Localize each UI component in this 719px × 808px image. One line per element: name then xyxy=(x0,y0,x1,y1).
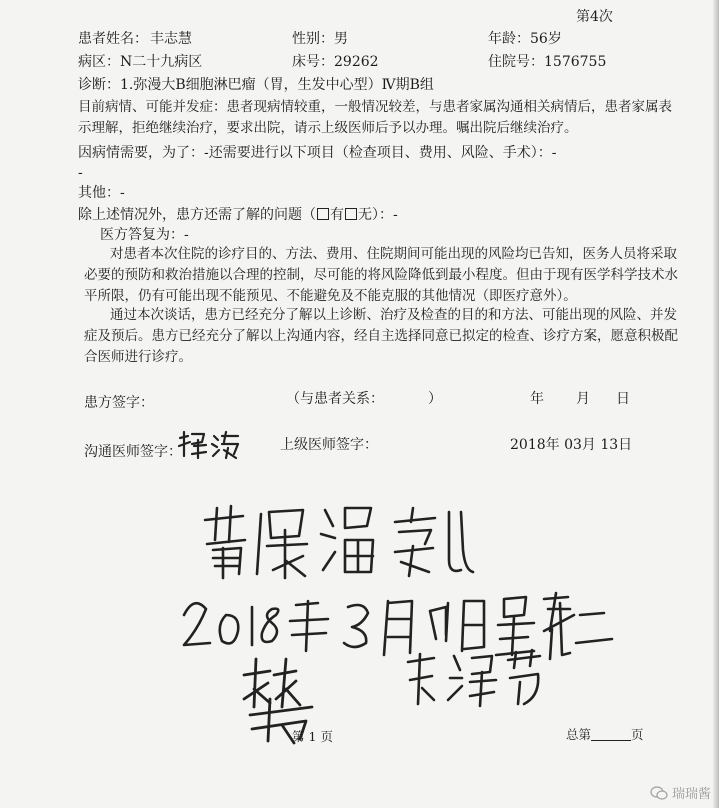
sex-value: 男 xyxy=(334,31,348,47)
question-no: 无 xyxy=(358,207,372,223)
page-no: 1 xyxy=(308,729,317,744)
reply-text: 医方答复为：- xyxy=(100,227,189,243)
doctor-signature xyxy=(176,428,242,462)
patient-name: 丰志慧 xyxy=(150,31,192,47)
total-suffix: 页 xyxy=(631,727,644,742)
admission-label: 住院号： xyxy=(488,54,544,70)
handwriting-reserve-opinion xyxy=(195,500,475,580)
handwriting-signature-right xyxy=(400,648,550,710)
bed-value: 29262 xyxy=(334,54,379,70)
watermark-text: 瑞瑞酱 xyxy=(671,787,711,802)
checkbox-yes xyxy=(317,208,329,220)
question-line xyxy=(78,206,398,224)
relation-close: ） xyxy=(428,391,442,407)
year-label: 年 xyxy=(530,391,544,407)
other-text: 其他：- xyxy=(78,185,125,201)
total-prefix: 总第 xyxy=(566,727,592,742)
patient-name-label: 患者姓名： xyxy=(78,31,148,47)
page-prefix: 第 xyxy=(292,729,305,744)
sex-label: 性别： xyxy=(292,31,334,47)
watermark xyxy=(650,783,711,802)
handwriting-date-line xyxy=(178,585,618,665)
needs-text: 因病情需要，为了：-还需要进行以下项目（检查项目、费用、风险、手术）：- xyxy=(78,145,557,161)
page-suffix: 页 xyxy=(320,729,333,744)
question-suffix: ）：- xyxy=(372,207,398,223)
admission-value: 1576755 xyxy=(544,54,607,70)
bed-label: 床号： xyxy=(292,54,334,70)
page-edge-shadow xyxy=(713,0,719,808)
diagnosis: 诊断：1.弥漫大B细胞淋巴瘤（胃，生发中心型）Ⅳ期B组 xyxy=(78,77,434,93)
total-pages xyxy=(566,726,644,744)
question-prefix: 除上述情况外，患方还需了解的问题（ xyxy=(78,207,316,223)
relation-label: （与患者关系： xyxy=(286,391,384,407)
condition-text: 目前病情、可能并发症：患者现病情较重，一般情况较差，与患者家属沟通相关病情后，患者家属表示理解，拒绝继续治疗，要求出院，请示上级医师后予以办理。嘱出院后继续治疗。 xyxy=(78,99,672,136)
age-label: 年龄： xyxy=(488,31,530,47)
ward-label: 病区： xyxy=(78,54,120,70)
day-label: 日 xyxy=(616,391,630,407)
page-number xyxy=(292,728,333,746)
wechat-icon xyxy=(650,785,668,801)
doctor-sign-label: 沟通医师签字： xyxy=(84,444,182,460)
risk-paragraph: 对患者本次住院的诊疗目的、方法、费用、住院期间可能出现的风险均已告知，医务人员将采取必要的预防和救治措施以合理的控制，尽可能的将风险降低到最小程度。但由于现有医学科学技术水平所限，仍有可能出现不能预见、不能避免及不能克服的其他情况（即医疗意外）。 xyxy=(84,246,678,304)
total-blank xyxy=(591,728,631,741)
month-label: 月 xyxy=(576,391,590,407)
understanding-paragraph: 通过本次谈话，患方已经充分了解以上诊断、治疗及检查的目的和方法、可能出现的风险、并发症及预后。患方已经充分了解以上沟通内容，经自主选择同意已拟定的检查、诊疗方案，愿意积极配合医师进行诊疗。 xyxy=(84,307,678,365)
checkbox-no xyxy=(345,208,357,220)
senior-sign-label: 上级医师签字： xyxy=(280,437,378,453)
visit-count: 第4次 xyxy=(576,9,613,25)
patient-sign-label: 患方签字： xyxy=(84,395,154,411)
question-yes: 有 xyxy=(330,207,344,223)
needs-dash: - xyxy=(78,165,83,181)
ward-value: N二十九病区 xyxy=(120,54,203,70)
age-value: 56岁 xyxy=(530,31,562,47)
sign-date: 2018年 03月 13日 xyxy=(510,437,633,453)
